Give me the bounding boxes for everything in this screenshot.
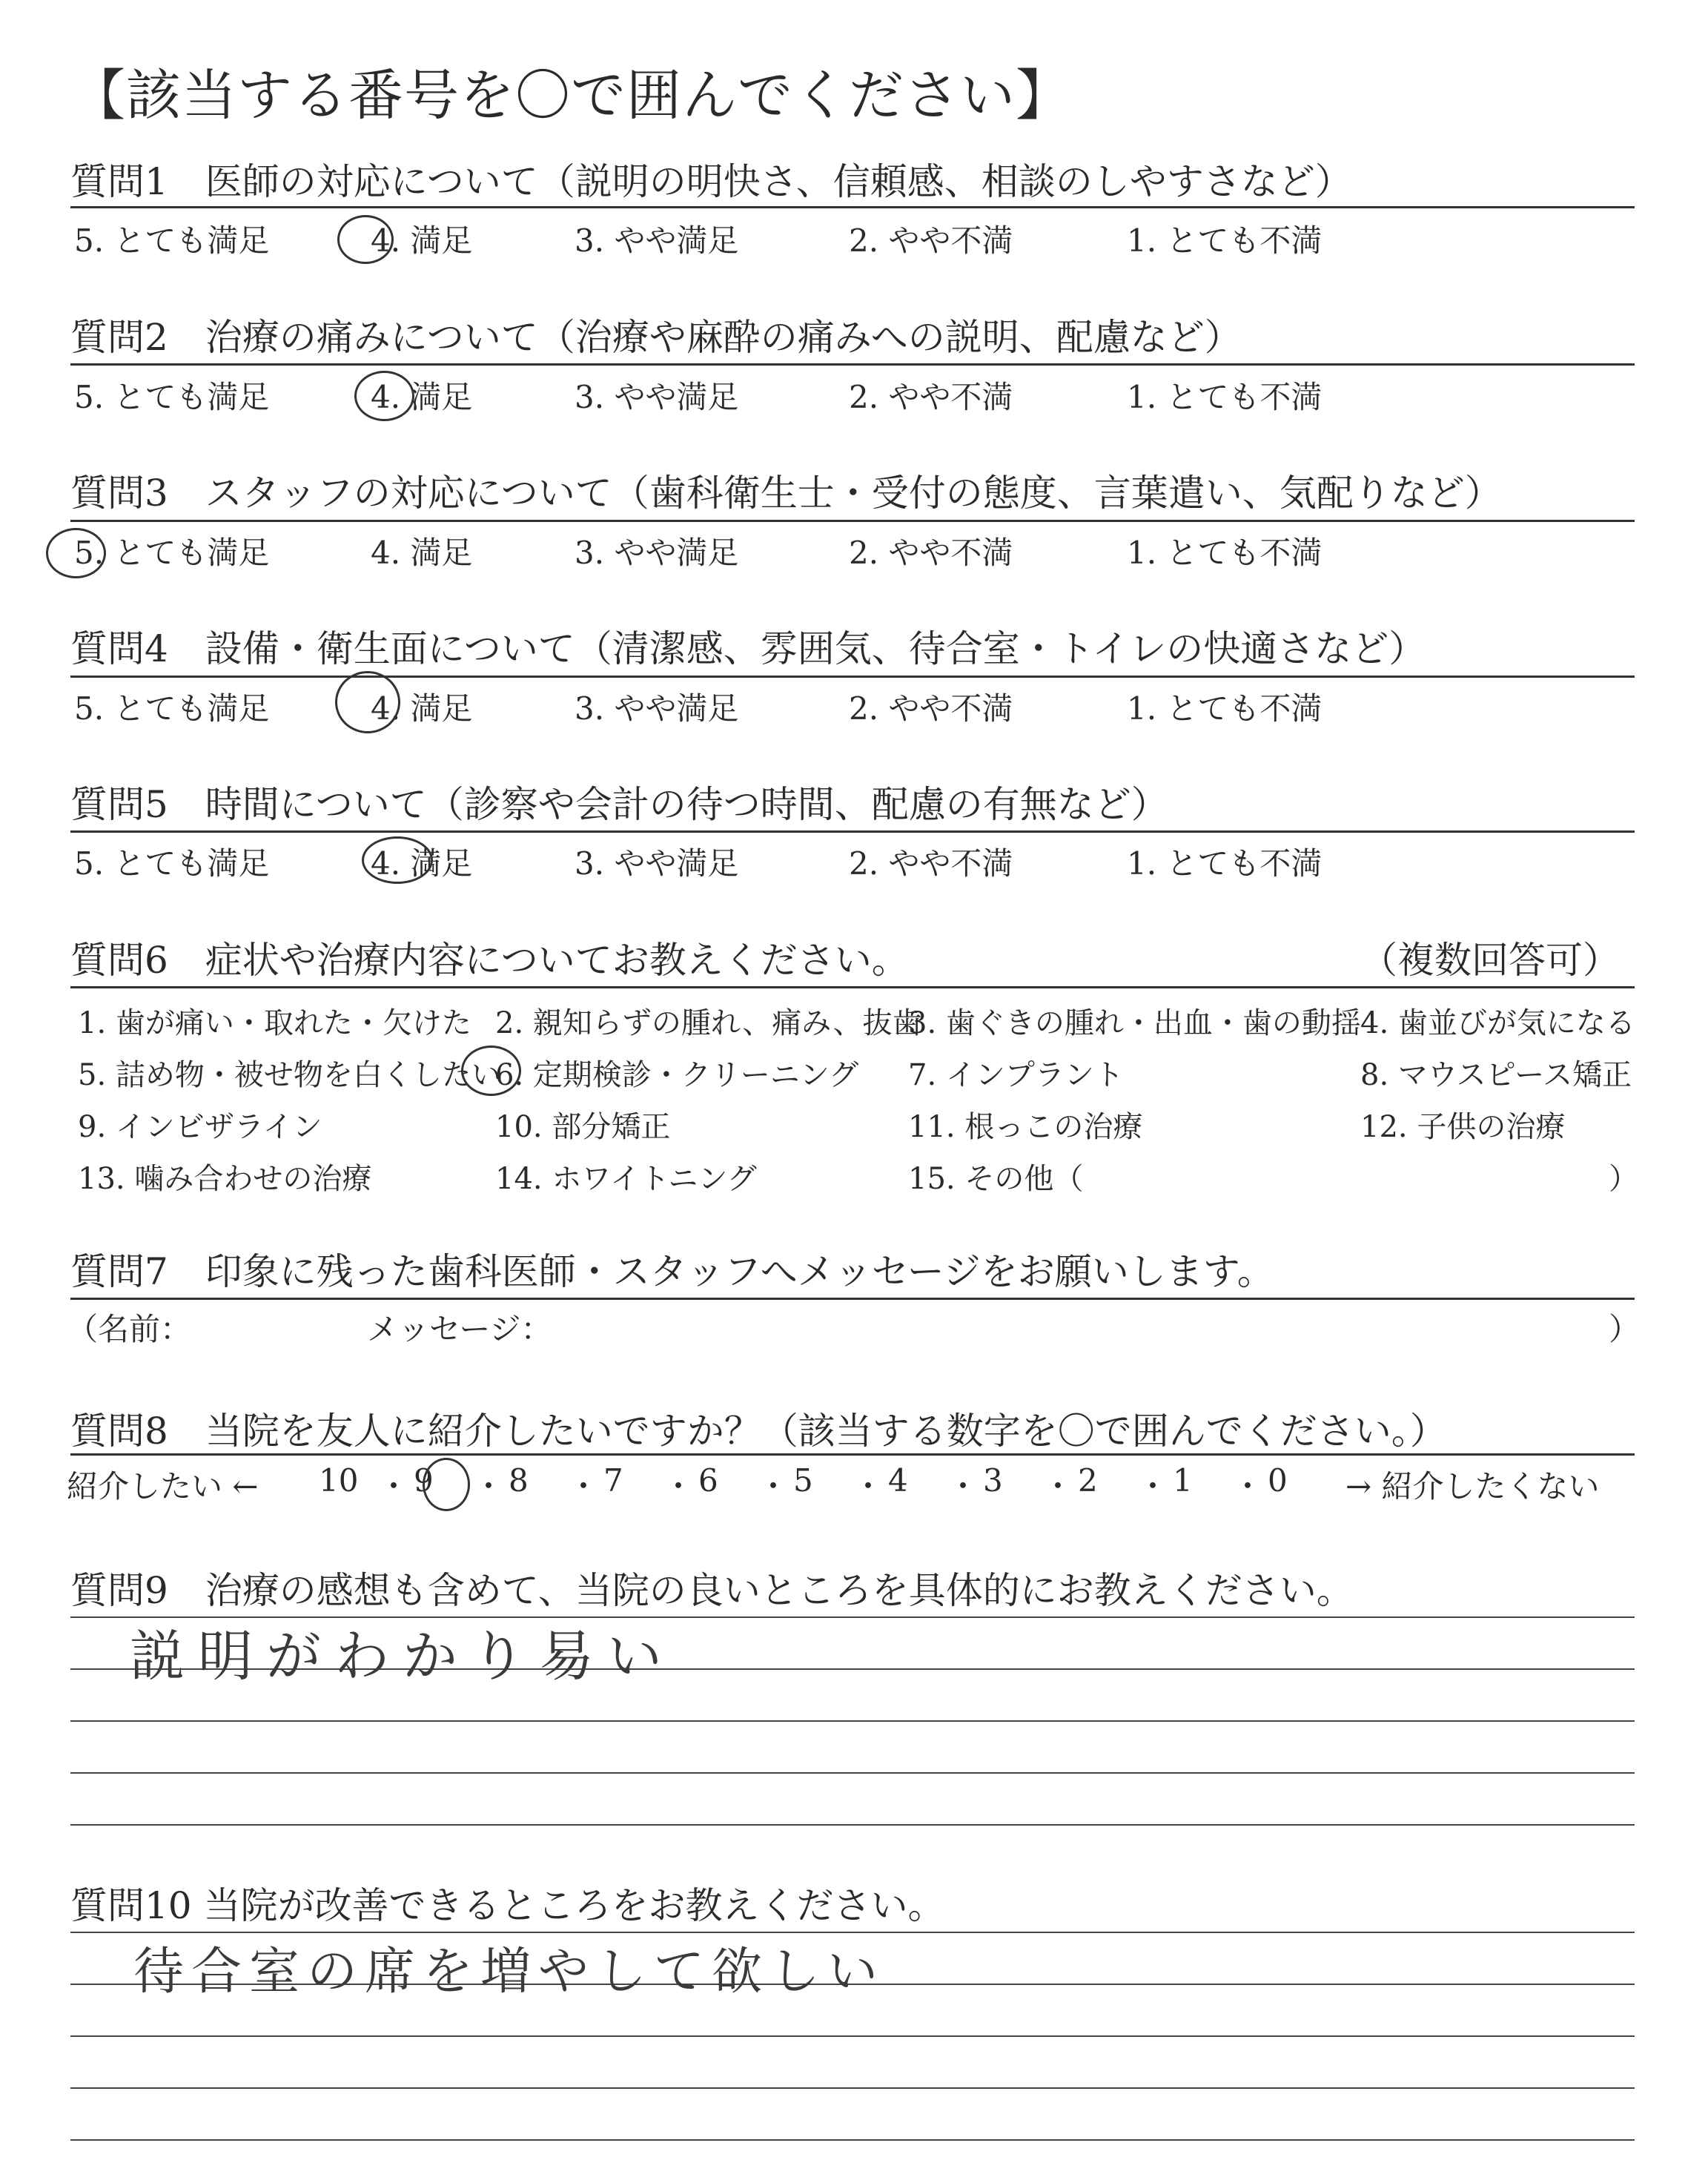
q4-option-1[interactable]: 1. とても不満 (1127, 690, 1323, 727)
q2-option-2[interactable]: 2. やや不満 (849, 379, 1013, 415)
q8-title: 質問8 当院を友人に紹介したいですか？（該当する数字を〇で囲んでください。） (70, 1410, 1447, 1453)
q9-line-5 (70, 1824, 1635, 1826)
q1-selection-circle (337, 215, 394, 264)
q8-scale-separator: ・ (1232, 1468, 1264, 1505)
q6-option-1[interactable]: 1. 歯が痛い・取れた・欠けた (78, 1006, 471, 1040)
q8-scale-separator: ・ (758, 1468, 790, 1505)
q9-line-3 (70, 1720, 1635, 1722)
q1-title: 質問1 医師の対応について（説明の明快さ、信頼感、相談のしやすさなど） (70, 160, 1352, 203)
q8-scale-separator: ・ (947, 1468, 979, 1505)
q6-option-10[interactable]: 10. 部分矯正 (495, 1110, 671, 1144)
q8-scale-separator: ・ (1042, 1468, 1074, 1505)
q8-scale-5[interactable]: 5 (793, 1462, 813, 1499)
q7-divider (70, 1298, 1635, 1300)
q3-option-4[interactable]: 4. 満足 (371, 535, 473, 571)
q3-option-3[interactable]: 3. やや満足 (575, 535, 739, 571)
q6-option-3[interactable]: 3. 歯ぐきの腫れ・出血・歯の動揺 (908, 1006, 1361, 1040)
q10-line-5 (70, 2139, 1635, 2141)
q6-option-2[interactable]: 2. 親知らずの腫れ、痛み、抜歯 (495, 1006, 922, 1040)
q6-option-14[interactable]: 14. ホワイトニング (495, 1162, 757, 1196)
q5-divider (70, 830, 1635, 833)
q7-close-paren: ） (1609, 1311, 1641, 1347)
q7-name-label: （名前： (67, 1311, 192, 1347)
q8-scale-8[interactable]: 8 (509, 1462, 529, 1499)
q6-option-7[interactable]: 7. インプラント (908, 1058, 1124, 1092)
q2-option-4[interactable]: 4. 満足 (371, 379, 473, 415)
q1-option-3[interactable]: 3. やや満足 (575, 222, 739, 259)
q3-title: 質問3 スタッフの対応について（歯科衛生士・受付の態度、言葉遣い、気配りなど） (70, 472, 1502, 515)
q4-selection-circle (335, 671, 400, 733)
q5-option-1[interactable]: 1. とても不満 (1127, 845, 1323, 882)
q5-selection-circle (362, 836, 433, 884)
q7-title: 質問7 印象に残った歯科医師・スタッフへメッセージをお願いします。 (70, 1250, 1274, 1293)
q8-scale-separator: ・ (378, 1468, 410, 1505)
q6-option-15[interactable]: 15. その他（ (908, 1162, 1084, 1196)
q4-option-3[interactable]: 3. やや満足 (575, 690, 739, 727)
q6-title: 質問6 症状や治療内容についてお教えください。 (70, 939, 909, 982)
q4-option-2[interactable]: 2. やや不満 (849, 690, 1013, 727)
q1-option-1[interactable]: 1. とても不満 (1127, 222, 1323, 259)
q8-right-label: → 紹介したくない (1345, 1468, 1600, 1505)
q4-option-5[interactable]: 5. とても満足 (74, 690, 270, 727)
q10-title: 質問10 当院が改善できるところをお教えください。 (70, 1884, 945, 1927)
q8-scale-separator: ・ (1137, 1468, 1169, 1505)
q8-divider (70, 1453, 1635, 1456)
q8-scale-separator: ・ (568, 1468, 600, 1505)
q6-option-6[interactable]: 6. 定期検診・クリーニング (495, 1058, 859, 1092)
q3-option-1[interactable]: 1. とても不満 (1127, 535, 1323, 571)
q7-message-label: メッセージ： (367, 1311, 552, 1347)
q2-title: 質問2 治療の痛みについて（治療や麻酔の痛みへの説明、配慮など） (70, 316, 1242, 359)
q1-option-5[interactable]: 5. とても満足 (74, 222, 270, 259)
q3-option-2[interactable]: 2. やや不満 (849, 535, 1013, 571)
q8-selection-circle (423, 1458, 470, 1511)
q9-handwritten-answer: 説明がわかり易い (130, 1625, 675, 1688)
q5-option-3[interactable]: 3. やや満足 (575, 845, 739, 882)
q10-line-3 (70, 2035, 1635, 2037)
q8-scale-1[interactable]: 1 (1173, 1462, 1193, 1499)
q5-title: 質問5 時間について（診察や会計の待つ時間、配慮の有無など） (70, 783, 1168, 826)
q3-selection-circle (46, 528, 106, 578)
q1-option-2[interactable]: 2. やや不満 (849, 222, 1013, 259)
q8-scale-0[interactable]: 0 (1268, 1462, 1288, 1499)
q10-line-4 (70, 2087, 1635, 2089)
q8-left-label: 紹介したい ← (67, 1468, 259, 1505)
q8-scale-10[interactable]: 10 (319, 1462, 359, 1499)
q6-option-4[interactable]: 4. 歯並びが気になる (1360, 1006, 1635, 1040)
q6-option-9[interactable]: 9. インビザライン (78, 1110, 322, 1144)
q8-scale-3[interactable]: 3 (983, 1462, 1003, 1499)
q8-scale-separator: ・ (853, 1468, 884, 1505)
q2-option-3[interactable]: 3. やや満足 (575, 379, 739, 415)
q1-divider (70, 206, 1635, 208)
q9-title: 質問9 治療の感想も含めて、当院の良いところを具体的にお教えください。 (70, 1569, 1354, 1612)
q8-scale-2[interactable]: 2 (1078, 1462, 1098, 1499)
q8-scale-9[interactable]: 9 (414, 1462, 434, 1499)
q3-option-5[interactable]: 5. とても満足 (74, 535, 270, 571)
q5-option-2[interactable]: 2. やや不満 (849, 845, 1013, 882)
q5-option-5[interactable]: 5. とても満足 (74, 845, 270, 882)
q6-option-8[interactable]: 8. マウスピース矯正 (1360, 1058, 1632, 1092)
q10-handwritten-answer: 待合室の席を増やして欲しい (133, 1943, 886, 2001)
q6-option-5[interactable]: 5. 詰め物・被せ物を白くしたい (78, 1058, 501, 1092)
q1-option-4[interactable]: 4. 満足 (371, 222, 473, 259)
q2-selection-circle (354, 371, 414, 421)
q6-option-15-close: ） (1609, 1162, 1638, 1196)
page-title: 【該当する番号を〇で囲んでください】 (70, 64, 1071, 128)
q3-divider (70, 520, 1635, 522)
q8-scale-7[interactable]: 7 (603, 1462, 623, 1499)
q2-divider (70, 363, 1635, 366)
q6-divider (70, 986, 1635, 988)
q6-option-11[interactable]: 11. 根っこの治療 (908, 1110, 1143, 1144)
q6-option-13[interactable]: 13. 噛み合わせの治療 (78, 1162, 372, 1196)
q8-scale-separator: ・ (663, 1468, 695, 1505)
q6-note: （複数回答可） (1360, 939, 1620, 982)
q8-scale-separator: ・ (473, 1468, 505, 1505)
q6-selection-circle (461, 1046, 521, 1096)
q4-title: 質問4 設備・衛生面について（清潔感、雰囲気、待合室・トイレの快適さなど） (70, 627, 1426, 670)
q2-option-1[interactable]: 1. とても不満 (1127, 379, 1323, 415)
q9-line-4 (70, 1772, 1635, 1774)
q2-option-5[interactable]: 5. とても満足 (74, 379, 270, 415)
q6-option-12[interactable]: 12. 子供の治療 (1360, 1110, 1566, 1144)
q8-scale-6[interactable]: 6 (698, 1462, 718, 1499)
q8-scale-4[interactable]: 4 (888, 1462, 908, 1499)
q4-option-4[interactable]: 4. 満足 (371, 690, 473, 727)
q5-option-4[interactable]: 4. 満足 (371, 845, 473, 882)
q4-divider (70, 676, 1635, 678)
